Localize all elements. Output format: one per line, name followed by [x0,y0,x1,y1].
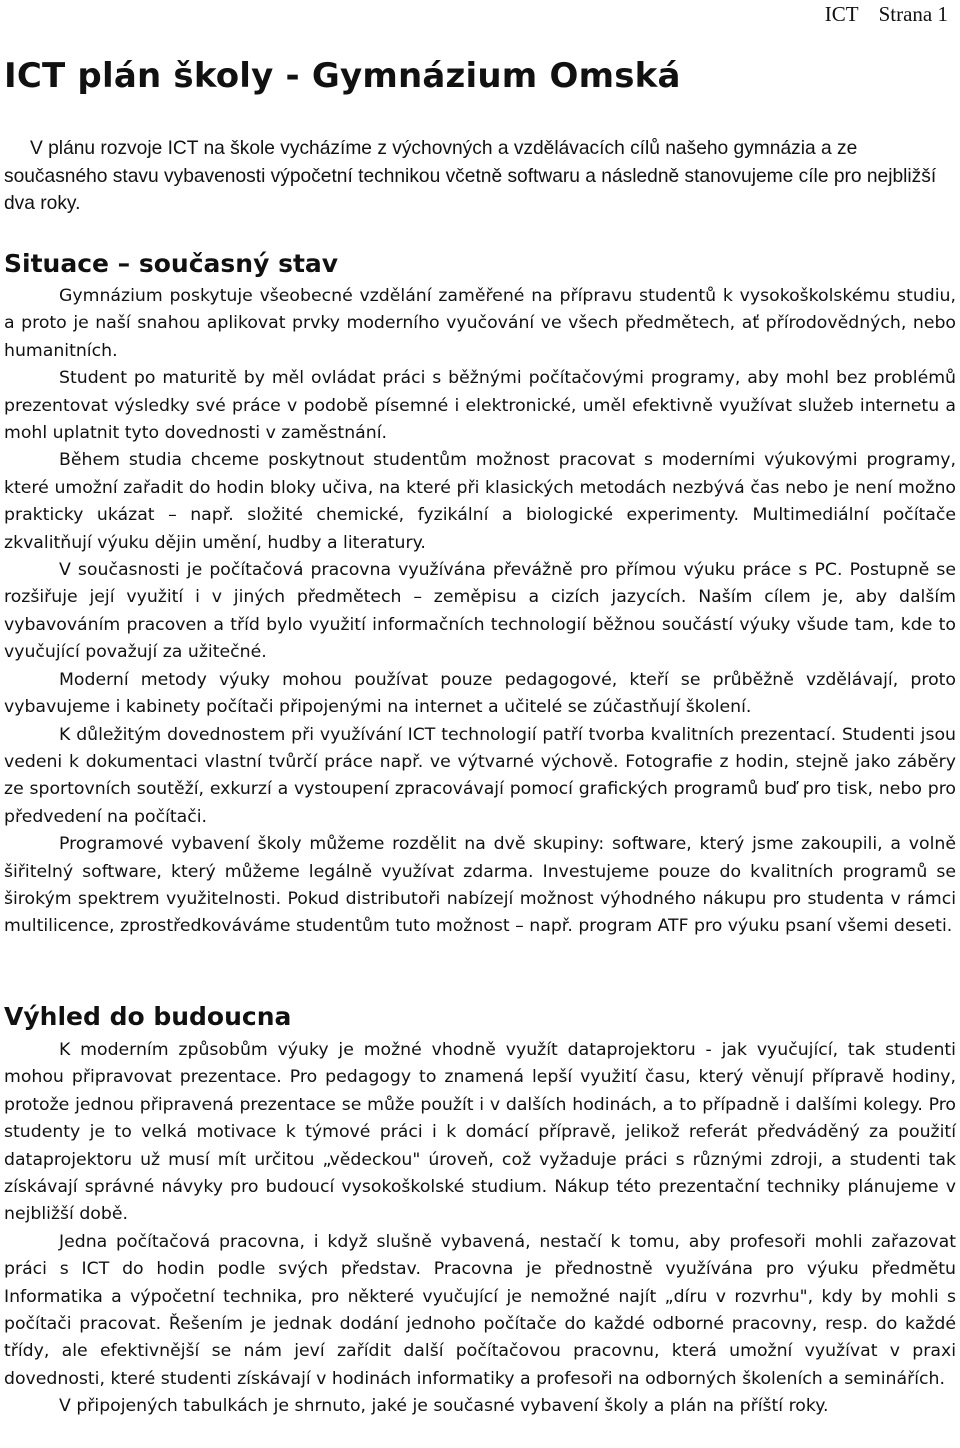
section-vyhled-body [4,1037,956,1421]
header-label: ICT [824,2,859,26]
paragraph: Gymnázium poskytuje všeobecné vzdělání zaměřené na přípravu studentů k vysokoškolskému studiu, a proto je naší snahou aplikovat prvky moderního vyučování ve všech předmětech, ať přírodovědných, nebo humanitních. [4,286,956,361]
paragraph: Během studia chceme poskytnout studentům možnost pracovat s moderními výukovými programy, které umožní zařadit do hodin bloky učiva, na které při klasických metodách nezbývá čas nebo je není možno prakticky ukázat – např. složité chemické, fyzikální a biologické experimenty. Multimediální počítače zkvalitňují výuku dějin umění, hudby a literatury. [4,450,956,553]
page-title: ICT plán školy - Gymnázium Omská [4,56,681,96]
intro-paragraph: V plánu rozvoje ICT na škole vycházíme z výchovných a vzdělávacích cílů našeho gymnázia a ze současného stavu vybavenosti výpočetní technikou včetně softwaru a následně stanovujeme cíle pro nejbližší dva roky. [4,138,937,214]
section-heading-vyhled: Výhled do budoucna [4,1002,292,1031]
paragraph: K důležitým dovednostem při využívání ICT technologií patří tvorba kvalitních prezentací. Studenti jsou vedeni k dokumentaci vlastní tvůrčí práce např. ve výtvarné výchově. Fotografie z hodin, stejně jako záběry ze sportovních soutěží, exkurzí a vystoupení zpracovávají pomocí grafických programů buď pro tisk, nebo pro předvedení na počítači. [4,724,956,827]
paragraph: Jedna počítačová pracovna, i když slušně vybavená, nestačí k tomu, aby profesoři mohli zařazovat práci s ICT do hodin podle svých představ. Pracovna je přednostně využívána pro výuku předmětu Informatika a výpočetní technika, pro některé vyučující je nemožné najít „díru v rozvrhu", kdy by mohli s počítači pracovat. Řešením je jednak dodání jednoho počítače do každé odborné pracovny, resp. do každé třídy, ale efektivnější se nám jeví zařídit další počítačovou pracovnu, která umožní využívat v praxi dovednosti, které studenti získávají v hodinách informatiky a profesoři na odborných školeních a seminářích. [4,1231,956,1389]
page-number: Strana 1 [878,2,948,26]
section-heading-situace: Situace – současný stav [4,249,339,278]
page-header [825,2,948,27]
paragraph: V současnosti je počítačová pracovna využívána převážně pro přímou výuku práce s PC. Postupně se rozšiřuje její využití i v jiných předmětech – zeměpisu a cizích jazycích. Naším cílem je, aby dalším vybavováním pracoven a tříd bylo využití informačních technologií běžnou součástí výuky všude tam, kde to vyučující považují za užitečné. [4,560,956,663]
paragraph: K moderním způsobům výuky je možné vhodně využít dataprojektoru - jak vyučující, tak studenti mohou připravovat prezentace. Pro pedagogy to znamená lepší využití času, který věnují přípravě hodiny, protože jednou připravená prezentace se může použít i v dalších hodinách, a to případně i dalšími kolegy. Pro studenty je to velká motivace k týmové práci i k domácí přípravě, jelikož referát předváděný za použití dataprojektoru už musí mít určitou „vědeckou" úroveň, což vyžaduje práci s různými zdroji, a studenti tak získávají správné návyky pro budoucí vysokoškolské studium. Nákup této prezentační techniky plánujeme v nejbližší době. [4,1040,956,1225]
paragraph: Student po maturitě by měl ovládat práci s běžnými počítačovými programy, aby mohl bez problémů prezentovat výsledky své práce v podobě písemné i elektronické, uměl efektivně využívat služeb internetu a mohl uplatnit tyto dovednosti v zaměstnání. [4,368,956,444]
paragraph: Programové vybavení školy můžeme rozdělit na dvě skupiny: software, který jsme zakoupili, a volně šiřitelný software, který můžeme legálně využívat zdarma. Investujeme pouze do kvalitních programů se širokým spektrem využitelnosti. Pokud distributoři nabízejí možnost výhodného nákupu pro studenta v rámci multilicence, zprostředkováváme studentům tuto možnost – např. program ATF pro výuku psaní všemi deseti. [4,834,956,937]
paragraph: Moderní metody výuky mohou používat pouze pedagogové, kteří se průběžně vzdělávají, proto vybavujeme i kabinety počítači připojenými na internet a učitelé se zúčastňují školení. [4,669,956,718]
section-situace-body [4,283,956,941]
paragraph: V připojených tabulkách je shrnuto, jaké je současné vybavení školy a plán na příští roky. [59,1396,829,1417]
